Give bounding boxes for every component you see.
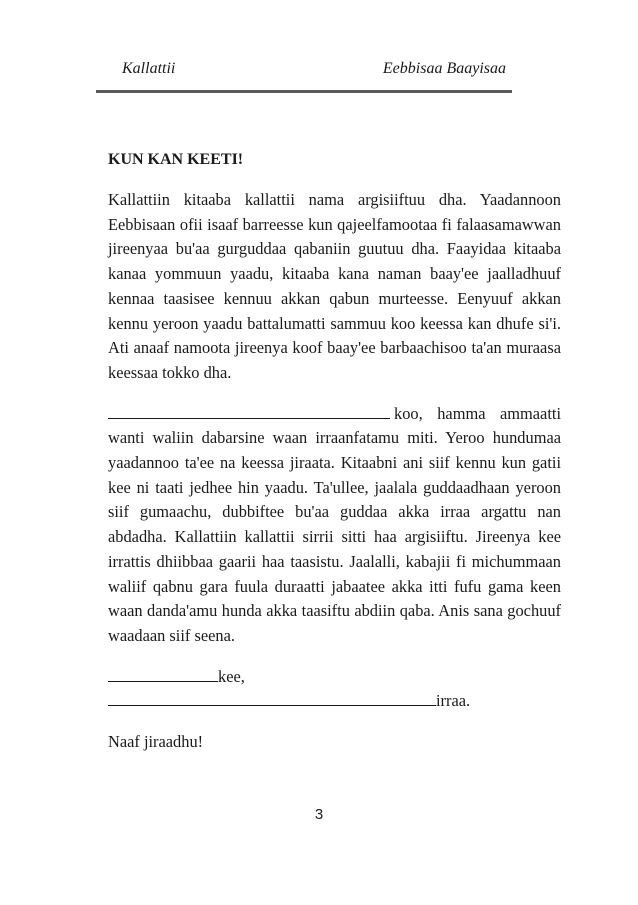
recipient-name-blank (108, 402, 390, 419)
signature-fill-lines (108, 665, 561, 714)
paragraph-2-text: koo, hamma ammaatti wanti waliin dabarsine waan irraanfatamu miti. Yeroo hundumaa yaadannoo ta'ee na keessa jiraata. Kitaabni ani siif kennu kun gatii kee ni taati jedhee hin yaadu. Ta'ullee, jaalala guddaadhaan yeroon siif gumaachu, dubbiftee bu'aa guddaa akka irraa argattu nan abdadha. Kallattiin kallattii sirrii sitti haa argisiiftu. Jireenya kee irrattis dhiibbaa gaarii haa taasistu. Jaalalli, kabajii fi michummaan waliif qabnu gara fuula duraatti jabaatee akka itti fufu gama keen waan danda'amu hunda akka taasiftu abdiin qaba. Anis sana gochuuf waadaan siif seena. (108, 403, 561, 645)
fill-line-recipient (108, 665, 561, 690)
page-number: 3 (314, 806, 324, 823)
dedication-paragraph-2 (108, 402, 561, 649)
closing-line: Naaf jiraadhu! (108, 732, 204, 752)
dedication-paragraph-1: Kallattiin kitaaba kallattii nama argisiiftuu dha. Yaadannoon Eebbisaan ofii isaaf barreesse kun qajeelfamootaa fi falaasamawwan jireenyaa bu'aa gurguddaa qabaniin guutuu dha. Faayidaa kitaaba kanaa yommuun yaadu, kitaaba kana naman baay'ee jaalladhuuf kennaa taasisee kennuu akkan qabun murteesse. Eenyuuf akkan kennu yeroon yaadu battalumatti sammuu koo keessa kan dhufe si'i. Ati anaaf namoota jireenya koof baay'ee barbaachisoo ta'an muraasa keessaa tokko dha. (108, 190, 561, 382)
fill-line-1-suffix: kee, (218, 666, 245, 686)
recipient-blank (108, 665, 218, 682)
page-header (96, 52, 512, 93)
header-author-name: Eebbisaa Baayisaa (382, 60, 506, 77)
page-content (108, 148, 561, 754)
fill-line-2-suffix: irraa. (436, 691, 471, 711)
sender-blank (108, 689, 436, 706)
fill-line-sender (108, 689, 561, 714)
header-book-title: Kallattii (122, 60, 176, 77)
dedication-title: KUN KAN KEETI! (108, 151, 244, 168)
